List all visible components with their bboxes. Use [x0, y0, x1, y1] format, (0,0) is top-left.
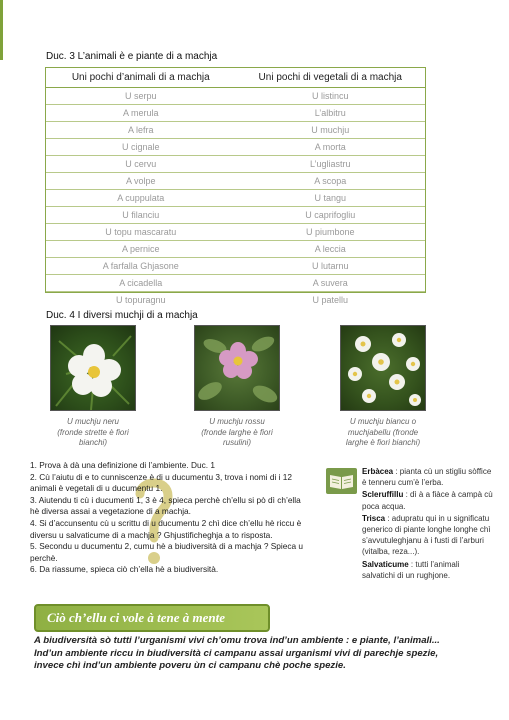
glossary-item: [362, 489, 494, 511]
animal-cell: A merula: [122, 108, 159, 118]
animal-cell: A lefra: [127, 125, 154, 135]
doc4-title: Duc. 4 I diversi muchji di a machja: [46, 310, 198, 321]
animal-cell: A cicadella: [119, 278, 163, 288]
table-row: [46, 88, 425, 105]
caption-line: U muchju rossu: [209, 417, 265, 426]
animal-cell: U serpu: [124, 91, 157, 101]
doc3-title: Duc. 3 L’animali è e piante di a machja: [46, 51, 218, 62]
header-plants: Uni pochi di vegetali di a machja: [258, 72, 402, 83]
summary-text: A biudiversità sò tutti l’urganismi vivi ch’omu trova ind’un ambiente : e piante, l’animali... Ind’un ambiente riccu in biudiversità ci campanu assai urganismi vivi di parechje spezie, invece chì ind’un ambiente poveru ùn ci campanu chè poche spezie.: [34, 635, 440, 672]
header-animals: Uni pochi d’animali di a machja: [71, 72, 210, 83]
question-item: 3. Aiutendu ti cù i ducumenti 1, 3 è 4, spieca perchè ch’ellu si pò dì ch’ella hè diversa assai a vegetazione di a machja.: [30, 494, 301, 517]
caption-muchju-neru: [40, 417, 146, 449]
photo-muchju-neru: [50, 325, 136, 411]
caption-muchju-rossu: [180, 417, 294, 449]
plant-cell: A suvera: [312, 278, 348, 288]
plant-cell: A morta: [314, 142, 346, 152]
table-row: [46, 122, 425, 139]
table-header: [46, 68, 425, 88]
plant-cell: U listincu: [311, 91, 349, 101]
plant-cell: L’albitru: [314, 108, 346, 118]
animal-cell: A farfalla Ghjasone: [102, 261, 179, 271]
question-item: 1. Prova à dà una definizione di l’ambiente. Duc. 1: [30, 460, 215, 470]
animal-cell: A volpe: [125, 176, 156, 186]
page-edge-accent: [0, 0, 3, 60]
glossary-definition: : tutti l’animali salvatichi di un rughjone.: [362, 559, 460, 580]
glossary-definition: : dì à a fiàce à campà cù poca acqua.: [362, 490, 493, 511]
caption-line: bianchi): [78, 438, 107, 447]
animal-cell: U topu mascaratu: [105, 227, 177, 237]
book-icon: [326, 468, 357, 494]
glossary-item: [362, 513, 494, 558]
table-row: [46, 156, 425, 173]
plant-cell: A leccia: [314, 244, 346, 254]
plant-cell: U muchju: [311, 125, 350, 135]
glossary-definition: : adupratu qui in u significatu generico di piante longhe longhe chì s’avvutuleghjanu à i fusti di l’arburi (vitalba, reza...).: [362, 513, 491, 557]
glossary-term: Salvaticume: [362, 559, 409, 569]
plant-cell: U caprifogliu: [305, 210, 356, 220]
plant-cell: U patellu: [312, 295, 349, 305]
animal-cell: A cuppulata: [117, 193, 165, 203]
glossary-term: Scleruffillu: [362, 490, 404, 500]
table-row: [46, 207, 425, 224]
remember-banner-label: Ciò ch’ellu ci vole à tene à mente: [47, 610, 225, 625]
animal-cell: U topuragnu: [115, 295, 166, 305]
animal-cell: U filanciu: [122, 210, 160, 220]
table-row: [46, 224, 425, 241]
question-item: 6. Da riassume, spieca ciò ch’ella hè a biudiversità.: [30, 564, 219, 575]
table-row: [46, 105, 425, 122]
questions-list: [30, 460, 312, 576]
table-row: [46, 139, 425, 156]
caption-line: muchjabellu (fronde: [347, 427, 419, 437]
caption-line: rusulini): [222, 438, 251, 447]
table-row: [46, 173, 425, 190]
question-item: 4. Si d’accunsentu cù u scrittu di u ducumentu 2 chì dice ch’ellu hè riccu è diversu u salvaticume di a machja ? Ghjustificheghja a to risposta.: [30, 517, 302, 540]
glossary-definition: : pianta cù un stigliu sòffice è tenneru cum’è l’erba.: [362, 467, 492, 488]
plant-cell: L’ugliastru: [309, 159, 351, 169]
remember-banner: [34, 604, 270, 632]
photo-muchju-rossu: [194, 325, 280, 411]
table-row: [46, 275, 425, 292]
animal-cell: U cervu: [125, 159, 157, 169]
caption-line: U muchju biancu o: [349, 417, 417, 426]
glossary-term: Trisca: [362, 513, 386, 523]
caption-line: U muchju neru: [66, 417, 120, 426]
caption-line: (fronde larghe è fiori: [201, 427, 273, 437]
table-row: [46, 190, 425, 207]
animal-cell: U cignale: [121, 142, 160, 152]
species-table: [45, 67, 426, 305]
plant-cell: U piumbone: [305, 227, 355, 237]
table-row: [46, 258, 425, 275]
plant-cell: U lutarnu: [311, 261, 349, 271]
table-row: [46, 241, 425, 258]
animal-cell: A pernice: [121, 244, 160, 254]
caption-line: larghe è fiori bianchi): [345, 438, 421, 447]
glossary: [362, 466, 494, 582]
question-item: 5. Secondu u ducumentu 2, cumu hè a biudiversità di a machja ? Spieca u perchè.: [30, 541, 304, 563]
plant-cell: A scopa: [314, 176, 347, 186]
glossary-item: [362, 559, 494, 581]
table-row: [46, 292, 425, 308]
photo-muchju-biancu: [340, 325, 426, 411]
caption-line: (fronde strette è fiori: [57, 427, 129, 437]
glossary-term: Erbàcea: [362, 467, 394, 476]
glossary-item: [362, 466, 494, 488]
plant-cell: U tangu: [314, 193, 347, 203]
caption-muchju-biancu: [325, 417, 441, 449]
question-item: 2. Cù l’aiutu di e to cunniscenze è di u ducumentu 3, trova i nomi di i 12 animali è vegetali di u ducumentu 1.: [30, 471, 292, 494]
